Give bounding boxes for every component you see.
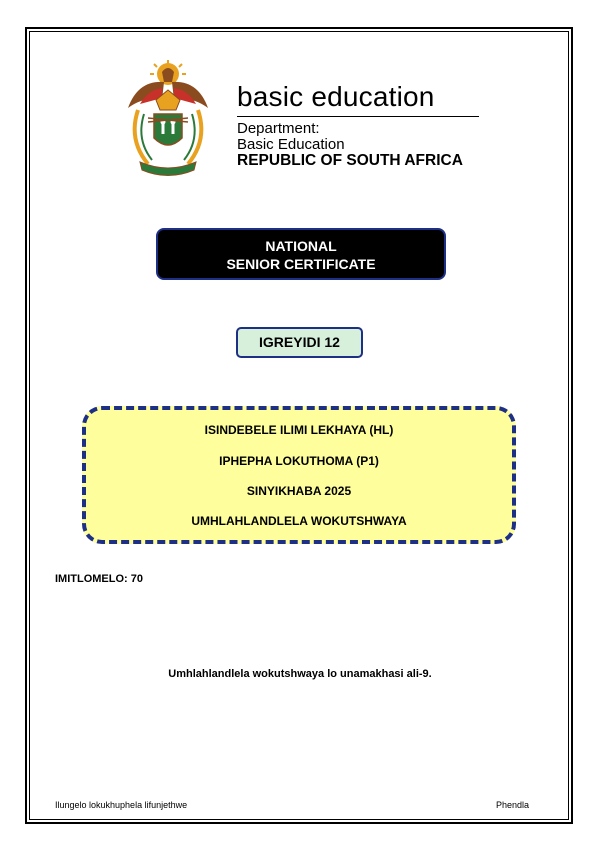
- page-count-note: Umhlahlandlela wokutshwaya lo unamakhasi ali-9.: [168, 668, 432, 680]
- department-name: Basic Education: [237, 136, 345, 153]
- paper-details-box: [82, 406, 516, 544]
- paper-session: SINYIKHABA 2025: [246, 484, 352, 498]
- south-africa-coat-of-arms-icon: [118, 60, 218, 182]
- certificate-line-2: SENIOR CERTIFICATE: [226, 256, 376, 272]
- paper-subject: ISINDEBELE ILIMI LEKHAYA (HL): [204, 423, 394, 437]
- department-divider: [237, 116, 479, 117]
- certificate-line-1: NATIONAL: [265, 238, 337, 254]
- department-label: Department:: [237, 120, 320, 137]
- grade-badge: IGREYIDI 12: [236, 327, 363, 358]
- footer-turn-over: Phendla: [496, 800, 530, 810]
- paper-name: IPHEPHA LOKUTHOMA (P1): [219, 454, 379, 468]
- department-title: basic education: [237, 81, 435, 112]
- country-name: REPUBLIC OF SOUTH AFRICA: [237, 152, 463, 169]
- total-marks: IMITLOMELO: 70: [55, 573, 143, 585]
- footer-copyright: Ilungelo lokukhuphela lifunjethwe: [55, 800, 188, 810]
- paper-document-type: UMHLAHLANDLELA WOKUTSHWAYA: [191, 514, 407, 528]
- certificate-banner: [156, 228, 446, 280]
